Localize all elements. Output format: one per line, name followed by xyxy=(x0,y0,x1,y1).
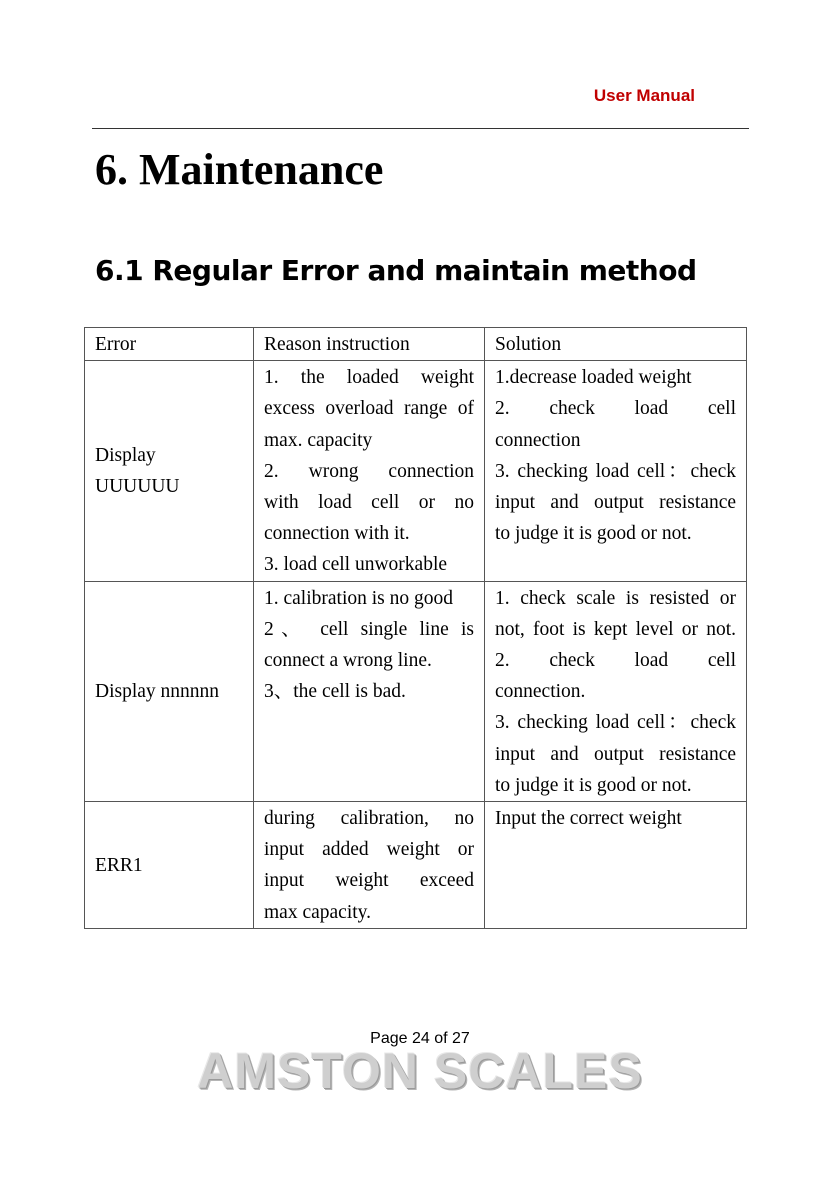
page-number: Page 24 of 27 xyxy=(370,1030,470,1047)
cell-line: excess overload range of xyxy=(264,398,474,420)
header-cell-reason: Reason instruction xyxy=(254,328,485,361)
cell-line: max. capacity xyxy=(264,429,373,451)
cell-line: input and output resistance xyxy=(495,743,736,765)
cell-line: 1. check scale is resisted or xyxy=(495,587,736,609)
cell-line: ERR1 xyxy=(95,854,143,876)
error-cell xyxy=(85,581,254,801)
table-row xyxy=(85,581,747,801)
cell-line: Display xyxy=(95,445,156,467)
header-cell-error: Error xyxy=(85,328,254,361)
cell-line: Input the correct weight xyxy=(495,808,682,830)
table-row xyxy=(85,802,747,929)
section-title: 6.1 Regular Error and maintain method xyxy=(95,254,697,287)
cell-line xyxy=(264,707,474,738)
cell-line: 2. wrong connection xyxy=(264,460,474,482)
cell-line: connection xyxy=(495,429,581,451)
reason-cell xyxy=(254,361,485,581)
cell-line: not, foot is kept level or not. xyxy=(495,618,736,640)
cell-line: 3. checking load cell：check xyxy=(495,712,736,734)
cell-line: max capacity. xyxy=(264,901,372,923)
cell-line: input added weight or xyxy=(264,839,474,861)
cell-line: 1.decrease loaded weight xyxy=(495,367,692,389)
header-cell-solution: Solution xyxy=(485,328,747,361)
cell-line: 2. check load cell xyxy=(495,398,736,420)
cell-line: Display nnnnnn xyxy=(95,681,220,703)
table-row xyxy=(85,361,747,581)
cell-line xyxy=(264,739,474,770)
error-cell xyxy=(85,802,254,929)
table-header-row xyxy=(85,328,747,361)
reason-cell xyxy=(254,802,485,929)
cell-line: connection with it. xyxy=(264,523,410,545)
cell-line: 2、 cell single line is xyxy=(264,618,474,640)
cell-line: 3. checking load cell：check xyxy=(495,460,736,482)
cell-line: 2. check load cell xyxy=(495,650,736,672)
brand-logo: AMSTON SCALES xyxy=(197,1043,643,1099)
cell-line: to judge it is good or not. xyxy=(495,523,692,545)
cell-line: connect a wrong line. xyxy=(264,650,432,672)
solution-cell xyxy=(485,361,747,581)
cell-line: 1. calibration is no good xyxy=(264,587,454,609)
cell-line: during calibration, no xyxy=(264,808,474,830)
cell-line: to judge it is good or not. xyxy=(495,774,692,796)
cell-line: connection. xyxy=(495,681,586,703)
cell-line: input and output resistance xyxy=(495,492,736,514)
chapter-title: 6. Maintenance xyxy=(95,145,384,194)
solution-cell xyxy=(485,802,747,929)
cell-line: 3、the cell is bad. xyxy=(264,681,406,703)
header-divider xyxy=(92,128,749,129)
reason-cell xyxy=(254,581,485,801)
cell-line: UUUUUU xyxy=(95,476,180,498)
header-label: User Manual xyxy=(593,86,695,105)
cell-line: input weight exceed xyxy=(264,870,474,892)
error-cell xyxy=(85,361,254,581)
error-table xyxy=(84,327,747,929)
cell-line: 1. the loaded weight xyxy=(264,367,474,389)
cell-line xyxy=(264,770,474,801)
cell-line: with load cell or no xyxy=(264,492,474,514)
solution-cell xyxy=(485,581,747,801)
cell-line: 3. load cell unworkable xyxy=(264,554,448,576)
